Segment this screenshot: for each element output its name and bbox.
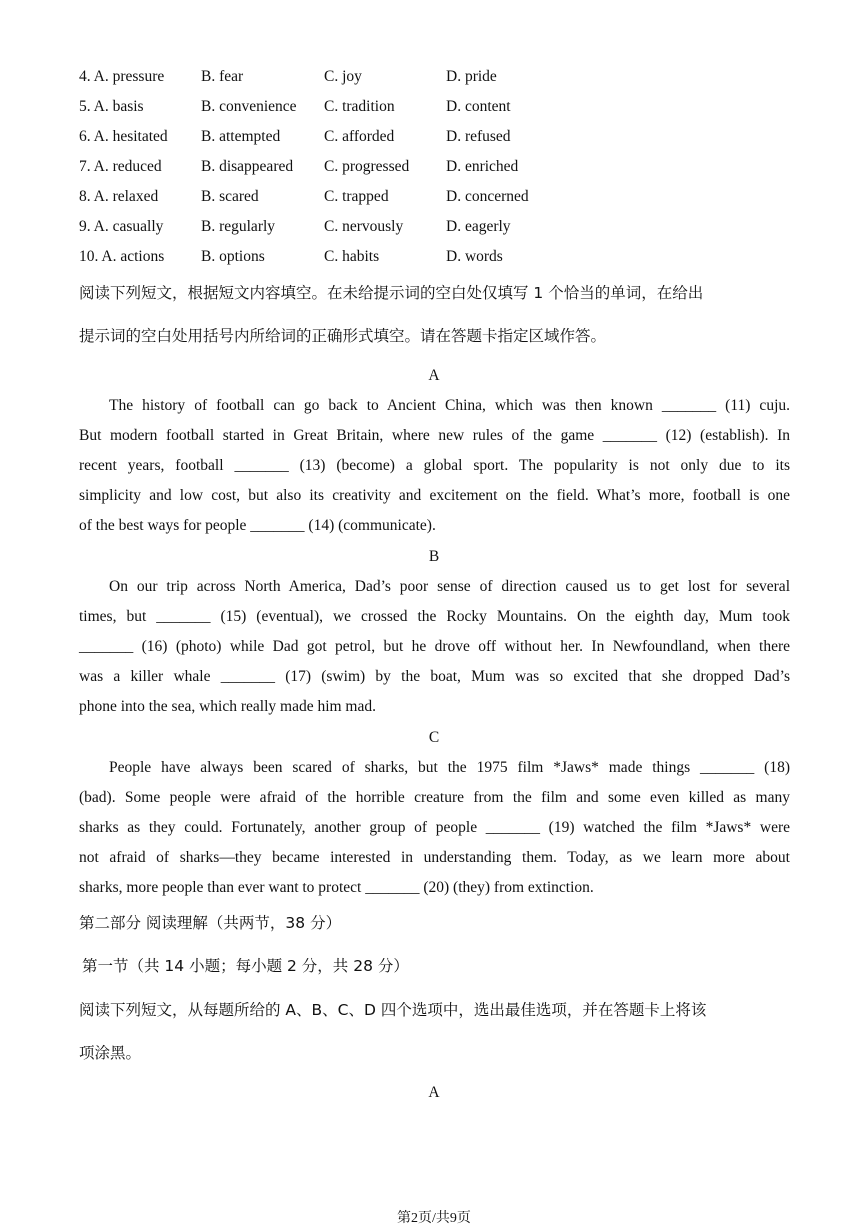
grammar-instruction-line1: 阅读下列短文，根据短文内容填空。在未给提示词的空白处仅填写 1 个恰当的单词，在给出 bbox=[79, 284, 704, 302]
page-number: 第2页/共9页 bbox=[397, 1211, 471, 1226]
option-a: 5. A. basis bbox=[79, 98, 144, 115]
passage-line: _______ (16) (photo) while Dad got petrol, but he drove off without her. In Newfoundland, when there bbox=[79, 638, 790, 655]
passage-c-label: C bbox=[428, 729, 440, 746]
option-c: C. tradition bbox=[324, 98, 395, 115]
option-d: D. content bbox=[446, 98, 511, 115]
option-d: D. enriched bbox=[446, 158, 519, 175]
passage-c bbox=[79, 758, 790, 908]
option-b: B. scared bbox=[201, 188, 259, 205]
part2-instruction-line2: 项涂黑。 bbox=[79, 1044, 142, 1062]
option-d: D. words bbox=[446, 248, 503, 265]
option-b: B. convenience bbox=[201, 98, 297, 115]
passage-line: But modern football started in Great Britain, where new rules of the game _______ (12) (establish). In bbox=[79, 427, 790, 444]
passage-line: (bad). Some people were afraid of the horrible creature from the film and some even killed as many bbox=[79, 789, 790, 806]
part2-heading: 第二部分 阅读理解（共两节，38 分） bbox=[79, 914, 342, 932]
grammar-instruction-line2: 提示词的空白处用括号内所给词的正确形式填空。请在答题卡指定区域作答。 bbox=[79, 327, 607, 345]
passage-line: On our trip across North America, Dad’s poor sense of direction caused us to get lost for several bbox=[109, 578, 790, 595]
option-a: 10. A. actions bbox=[79, 248, 165, 265]
option-a: 9. A. casually bbox=[79, 218, 164, 235]
part2-section1-heading: 第一节（共 14 小题；每小题 2 分，共 28 分） bbox=[82, 957, 409, 975]
passage-a-label: A bbox=[428, 367, 440, 384]
option-c: C. progressed bbox=[324, 158, 410, 175]
option-a: 8. A. relaxed bbox=[79, 188, 159, 205]
passage-line: The history of football can go back to Ancient China, which was then known _______ (11) cuju. bbox=[109, 397, 790, 414]
passage-line: not afraid of sharks—they became interested in understanding them. Today, as we learn more about bbox=[79, 849, 790, 866]
option-c: C. trapped bbox=[324, 188, 389, 205]
option-d: D. refused bbox=[446, 128, 511, 145]
passage-a bbox=[79, 396, 790, 546]
passage-b bbox=[79, 577, 790, 727]
passage-line: recent years, football _______ (13) (become) a global sport. The popularity is not only due to its bbox=[79, 457, 790, 474]
option-b: B. disappeared bbox=[201, 158, 294, 175]
option-c: C. afforded bbox=[324, 128, 395, 145]
passage-line: People have always been scared of sharks, but the 1975 film *Jaws* made things _______ (18) bbox=[109, 759, 790, 776]
passage-line: of the best ways for people _______ (14) (communicate). bbox=[79, 517, 436, 534]
option-a: 6. A. hesitated bbox=[79, 128, 168, 145]
option-c: C. habits bbox=[324, 248, 380, 265]
option-c: C. joy bbox=[324, 68, 362, 85]
passage-line: times, but _______ (15) (eventual), we crossed the Rocky Mountains. On the eighth day, Mum took bbox=[79, 608, 790, 625]
part2-instruction-line1: 阅读下列短文，从每题所给的 A、B、C、D 四个选项中，选出最佳选项，并在答题卡上将该 bbox=[79, 1001, 707, 1019]
option-d: D. concerned bbox=[446, 188, 529, 205]
passage-line: sharks as they could. Fortunately, another group of people _______ (19) watched the film *Jaws* were bbox=[79, 819, 790, 836]
passage-line: simplicity and low cost, but also its creativity and excitement on the field. What’s more, football is one bbox=[79, 487, 790, 504]
passage-line: sharks, more people than ever want to protect _______ (20) (they) from extinction. bbox=[79, 879, 594, 896]
option-c: C. nervously bbox=[324, 218, 404, 235]
option-b: B. options bbox=[201, 248, 265, 265]
option-a: 7. A. reduced bbox=[79, 158, 162, 175]
option-b: B. regularly bbox=[201, 218, 276, 235]
passage-line: was a killer whale _______ (17) (swim) by the boat, Mum was so excited that she dropped Dad’s bbox=[79, 668, 790, 685]
option-d: D. eagerly bbox=[446, 218, 511, 235]
passage-b-label: B bbox=[428, 548, 440, 565]
option-b: B. attempted bbox=[201, 128, 281, 145]
option-b: B. fear bbox=[201, 68, 244, 85]
option-d: D. pride bbox=[446, 68, 497, 85]
option-a: 4. A. pressure bbox=[79, 68, 165, 85]
passage-line: phone into the sea, which really made him mad. bbox=[79, 698, 376, 715]
part2-passage-a-label: A bbox=[428, 1084, 440, 1101]
